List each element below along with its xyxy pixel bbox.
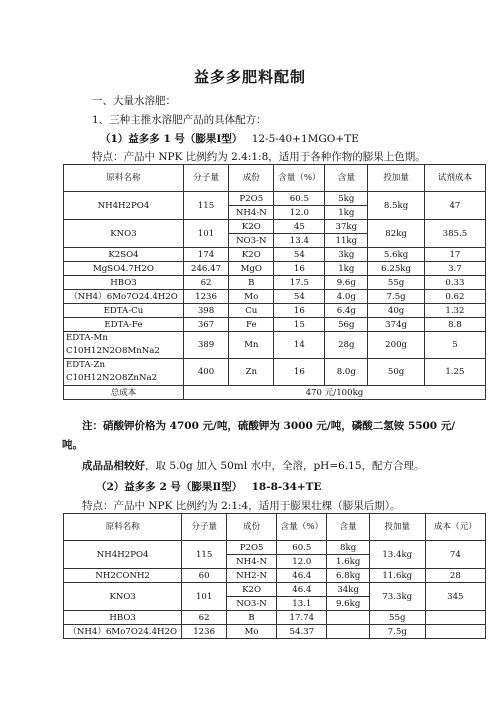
table-cell: NH4-N xyxy=(226,555,276,569)
product1-heading-prefix: （1）益多多 1 号（膨果Ⅰ型） xyxy=(100,133,243,145)
table-cell: 398 xyxy=(183,304,228,318)
table-cell: 16 xyxy=(274,304,325,318)
table-row xyxy=(64,625,486,639)
product2-heading xyxy=(96,479,322,494)
table-cell: 3.7 xyxy=(424,262,485,276)
table-cell: 37kg xyxy=(325,220,368,234)
table-cell: 60 xyxy=(182,569,227,583)
table-cell: 34kg xyxy=(327,583,369,597)
table-cell: 55g xyxy=(368,276,425,290)
table-cell: K2SO4 xyxy=(64,248,184,262)
table-cell: 13.4kg xyxy=(369,541,425,569)
table-cell: 389 xyxy=(183,332,228,359)
table-cell: 62 xyxy=(183,276,228,290)
table-cell: NH2-N xyxy=(226,569,276,583)
table-cell: 101 xyxy=(183,220,228,248)
table-cell xyxy=(425,625,485,639)
table-cell: 0.62 xyxy=(424,290,485,304)
table-cell: NO3-N xyxy=(226,597,276,611)
table-cell xyxy=(327,611,369,625)
table-cell: 9.6kg xyxy=(327,597,369,611)
table-cell: 13.1 xyxy=(277,597,327,611)
table-cell: 16 xyxy=(274,359,325,386)
table-cell: 15 xyxy=(274,318,325,332)
table-row xyxy=(64,359,486,386)
section-heading: 一、大量水溶肥： xyxy=(92,95,176,107)
table-cell: 13.4 xyxy=(274,234,325,248)
table-cell: 12.0 xyxy=(274,206,325,220)
product1-table xyxy=(63,164,486,400)
table-cell: 1kg xyxy=(325,206,368,220)
product2-heading-formula: 18-8-34+TE xyxy=(251,481,322,493)
table-cell: 14 xyxy=(274,332,325,359)
table-cell: Fe xyxy=(229,318,274,332)
table-cell: 246.47 xyxy=(183,262,228,276)
table-cell: 50g xyxy=(368,359,425,386)
table-cell: NO3-N xyxy=(229,234,274,248)
table-cell: 12.0 xyxy=(277,555,327,569)
table-cell: 17 xyxy=(424,248,485,262)
table-cell: KNO3 xyxy=(64,583,182,611)
table-cell: 73.3kg xyxy=(369,583,425,611)
table-row xyxy=(64,276,486,290)
table-cell: 1kg xyxy=(325,262,368,276)
table-cell: 28g xyxy=(325,332,368,359)
table-cell: 367 xyxy=(183,318,228,332)
table-cell: （NH4）6Mo7O24.4H2O xyxy=(64,625,182,639)
table-cell: 6.25kg xyxy=(368,262,425,276)
table-cell: 46.4 xyxy=(277,569,327,583)
product2-table xyxy=(63,513,486,639)
header-cell: 含量（%） xyxy=(274,165,325,192)
product2-feature: 特点：产品中 NPK 比例约为 2:1:4，适用于膨果壮棵（膨果后期）。 xyxy=(82,500,401,512)
quality-note-bold: 成品品相较好 xyxy=(82,460,145,472)
table-cell: NH4-N xyxy=(229,206,274,220)
table-cell: 4.0g xyxy=(325,290,368,304)
table-cell: 45 xyxy=(274,220,325,234)
table-cell: KNO3 xyxy=(64,220,184,248)
table-cell xyxy=(327,625,369,639)
table-cell: 8kg xyxy=(327,541,369,555)
header-cell: 成本（元） xyxy=(425,514,485,541)
table-cell: Mo xyxy=(226,625,276,639)
table-row xyxy=(64,304,486,318)
table-cell: 5kg xyxy=(325,192,368,206)
table-cell: MgSO4.7H2O xyxy=(64,262,184,276)
quality-note xyxy=(82,458,425,473)
header-cell: 分子量 xyxy=(183,165,228,192)
table-cell: K2O xyxy=(229,248,274,262)
header-cell: 含量 xyxy=(325,165,368,192)
table-row xyxy=(64,332,486,359)
table-row xyxy=(64,262,486,276)
table-cell: 6.4g xyxy=(325,304,368,318)
table-row xyxy=(64,192,486,206)
header-cell: 分子量 xyxy=(182,514,227,541)
table-cell: 385.5 xyxy=(424,220,485,248)
table-cell: 400 xyxy=(183,359,228,386)
table-cell: 28 xyxy=(425,569,485,583)
table-cell: 11kg xyxy=(325,234,368,248)
table-cell: Zn xyxy=(229,359,274,386)
table-cell: EDTA-Mn C10H12N2O8MnNa2 xyxy=(64,332,184,359)
table-cell: 200g xyxy=(368,332,425,359)
table-cell: 47 xyxy=(424,192,485,220)
table-cell: 55g xyxy=(369,611,425,625)
table-cell: 0.33 xyxy=(424,276,485,290)
header-cell: 试剂成本 xyxy=(424,165,485,192)
table-row xyxy=(64,220,486,234)
product1-heading-formula: 12-5-40+1MGO+TE xyxy=(251,133,359,145)
table-cell: 174 xyxy=(183,248,228,262)
table-cell: NH4H2PO4 xyxy=(64,192,184,220)
table-cell: NH4H2PO4 xyxy=(64,541,182,569)
table-row xyxy=(64,248,486,262)
table-cell: 60.5 xyxy=(274,192,325,206)
table-cell: 17.5 xyxy=(274,276,325,290)
table-cell: EDTA-Zn C10H12N2O8ZnNa2 xyxy=(64,359,184,386)
table-cell: 54 xyxy=(274,248,325,262)
quality-note-rest: ，取 5.0g 加入 50ml 水中，全溶，pH=6.15，配方合理。 xyxy=(145,460,425,472)
table-cell: 54 xyxy=(274,290,325,304)
total-value: 470 元/100kg xyxy=(183,386,485,400)
table-cell: 82kg xyxy=(368,220,425,248)
page-title: 益多多肥料配制 xyxy=(193,68,306,86)
table-cell: HBO3 xyxy=(64,611,182,625)
table-cell: 7.5g xyxy=(369,625,425,639)
header-cell: 投加量 xyxy=(369,514,425,541)
table-row xyxy=(64,318,486,332)
header-cell: 原料名称 xyxy=(64,165,184,192)
table-cell: 1.25 xyxy=(424,359,485,386)
table-cell: 40g xyxy=(368,304,425,318)
table-row xyxy=(64,611,486,625)
table-row xyxy=(64,569,486,583)
table-cell: 17.74 xyxy=(277,611,327,625)
price-note: 注：硝酸钾价格为 4700 元/吨，硫酸钾为 3000 元/吨，磷酸二氢铵 5500 元/ xyxy=(82,420,456,432)
table-cell: HBO3 xyxy=(64,276,184,290)
header-cell: 含量（%） xyxy=(277,514,327,541)
table-cell: 115 xyxy=(183,192,228,220)
table-cell: Mo xyxy=(229,290,274,304)
table-row xyxy=(64,541,486,555)
table-cell: 46.4 xyxy=(277,583,327,597)
table-cell: EDTA-Cu xyxy=(64,304,184,318)
table-total-row xyxy=(64,386,486,400)
table-cell: 9.6g xyxy=(325,276,368,290)
table-row xyxy=(64,290,486,304)
table-cell: 115 xyxy=(182,541,227,569)
table-cell: 8.5kg xyxy=(368,192,425,220)
table-cell: 374g xyxy=(368,318,425,332)
table-cell: K2O xyxy=(229,220,274,234)
table-cell: 1236 xyxy=(182,625,227,639)
table-cell: B xyxy=(226,611,276,625)
total-label: 总成本 xyxy=(64,386,184,400)
table-cell: B xyxy=(229,276,274,290)
table-cell: 6.8kg xyxy=(327,569,369,583)
table-row xyxy=(64,583,486,597)
table-cell: 5 xyxy=(424,332,485,359)
table-cell: EDTA-Fe xyxy=(64,318,184,332)
table-cell: 3kg xyxy=(325,248,368,262)
table-cell: 56g xyxy=(325,318,368,332)
header-cell: 成份 xyxy=(226,514,276,541)
table-cell: NH2CONH2 xyxy=(64,569,182,583)
table-cell: 54.37 xyxy=(277,625,327,639)
table-cell: P2O5 xyxy=(229,192,274,206)
header-cell: 含量 xyxy=(327,514,369,541)
table-cell: K2O xyxy=(226,583,276,597)
table-cell: 7.5g xyxy=(368,290,425,304)
table-cell xyxy=(425,611,485,625)
table-cell: （NH4）6Mo7O24.4H2O xyxy=(64,290,184,304)
subsection-heading: 1、三种主推水溶肥产品的具体配方： xyxy=(92,114,267,126)
table-cell: 5.6kg xyxy=(368,248,425,262)
header-cell: 成份 xyxy=(229,165,274,192)
table-cell: 101 xyxy=(182,583,227,611)
table-cell: P2O5 xyxy=(226,541,276,555)
table-cell: 8.0g xyxy=(325,359,368,386)
price-note-continued: 吨。 xyxy=(62,439,83,451)
table-cell: 60.5 xyxy=(277,541,327,555)
table-cell: 74 xyxy=(425,541,485,569)
table-cell: 16 xyxy=(274,262,325,276)
table-cell: 345 xyxy=(425,583,485,611)
product2-heading-prefix: （2）益多多 2 号（膨果Ⅱ型） xyxy=(96,481,243,493)
table-cell: 62 xyxy=(182,611,227,625)
header-cell: 投加量 xyxy=(368,165,425,192)
table-header-row xyxy=(64,165,486,192)
product1-feature: 特点：产品中 NPK 比例约为 2.4:1:8，适用于各种作物的膨果上色期。 xyxy=(92,151,426,163)
header-cell: 原料名称 xyxy=(64,514,182,541)
table-cell: Cu xyxy=(229,304,274,318)
table-header-row xyxy=(64,514,486,541)
table-cell: 11.6kg xyxy=(369,569,425,583)
table-cell: 8.8 xyxy=(424,318,485,332)
table-cell: 1.6kg xyxy=(327,555,369,569)
table-cell: 1.32 xyxy=(424,304,485,318)
table-cell: 1236 xyxy=(183,290,228,304)
table-cell: Mn xyxy=(229,332,274,359)
table-cell: MgO xyxy=(229,262,274,276)
product1-heading xyxy=(100,131,359,146)
